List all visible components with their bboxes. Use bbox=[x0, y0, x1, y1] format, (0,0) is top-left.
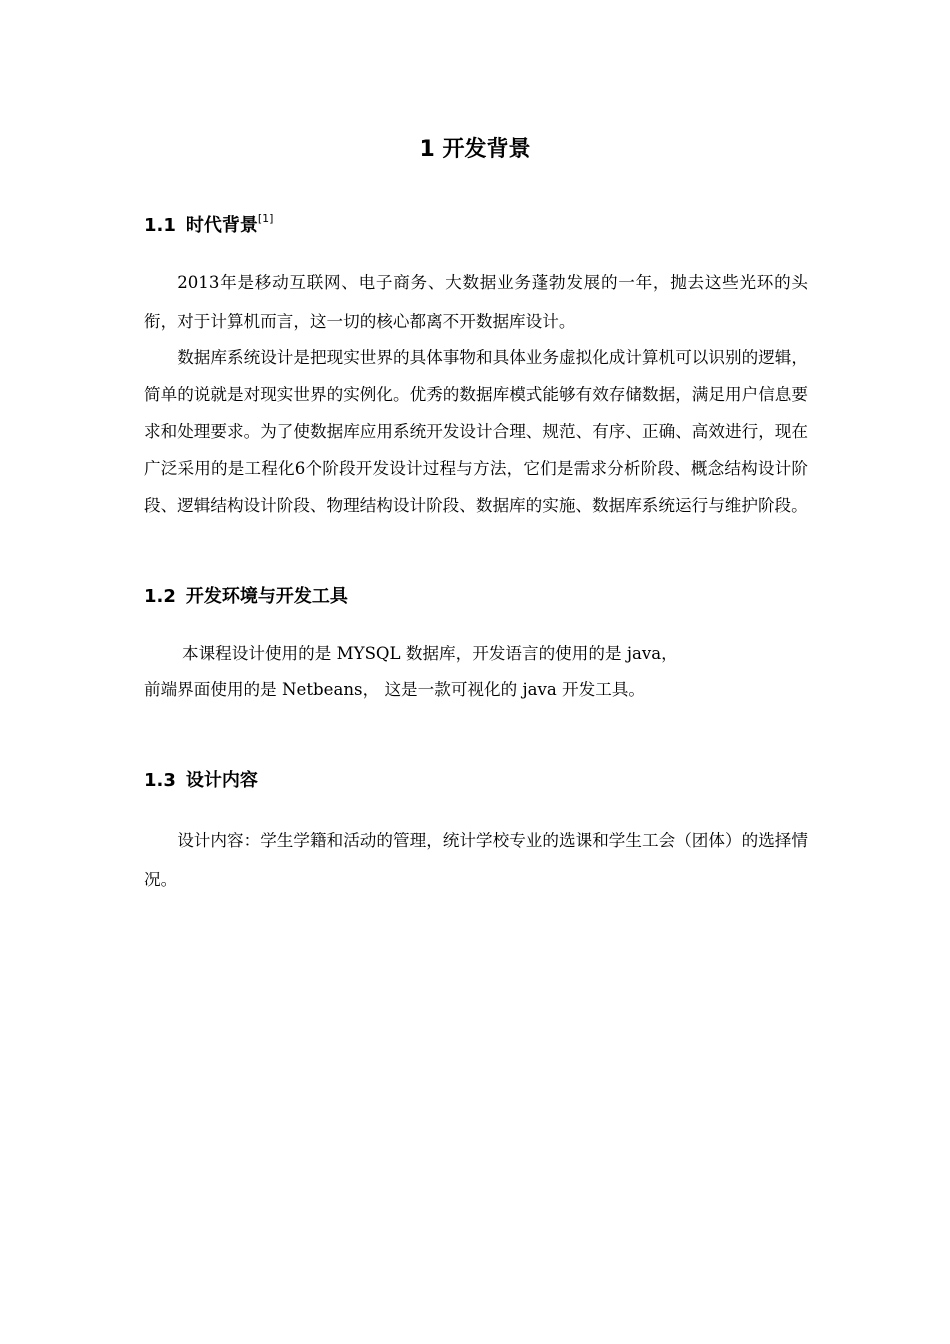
citation-reference: [1] bbox=[257, 212, 274, 225]
section-heading-1-1 bbox=[144, 213, 273, 239]
section-title: 设计内容 bbox=[185, 770, 258, 791]
chapter-title: 1 开发背景 bbox=[419, 137, 531, 162]
section-number: 1.3 bbox=[144, 770, 176, 791]
section-heading-1-2 bbox=[144, 584, 348, 610]
paragraph-design-content: 设计内容：学生学籍和活动的管理，统计学校专业的选课和学生工会（团体）的选择情况。 bbox=[144, 831, 808, 889]
paragraph-db-design: 数据库系统设计是把现实世界的具体事物和具体业务虚拟化成计算机可以识别的逻辑，简单的说就是对现实世界的实例化。优秀的数据库模式能够有效存储数据，满足用户信息要求和处理要求。为了使数据库应用系统开发设计合理、规范、有序、正确、高效进行，现在广泛采用的是工程化6个阶段开发设计过程与方法，它们是需求分析阶段、概念结构设计阶段、逻辑结构设计阶段、物理结构设计阶段、数据库的实施、数据库系统运行与维护阶段。 bbox=[144, 348, 808, 515]
text-line-tools-2: 前端界面使用的是 Netbeans， 这是一款可视化的 java 开发工具。 bbox=[144, 680, 646, 699]
section-number: 1.1 bbox=[144, 215, 176, 236]
section-title: 时代背景 bbox=[185, 215, 258, 236]
text-line-tools-1: 本课程设计使用的是 MYSQL 数据库，开发语言的使用的是 java， bbox=[182, 644, 678, 663]
section-heading-1-3 bbox=[144, 768, 258, 794]
section-title: 开发环境与开发工具 bbox=[185, 586, 348, 607]
section-number: 1.2 bbox=[144, 586, 176, 607]
paragraph-intro: 2013年是移动互联网、电子商务、大数据业务蓬勃发展的一年，抛去这些光环的头衔，对于计算机而言，这一切的核心都离不开数据库设计。 bbox=[144, 273, 808, 331]
